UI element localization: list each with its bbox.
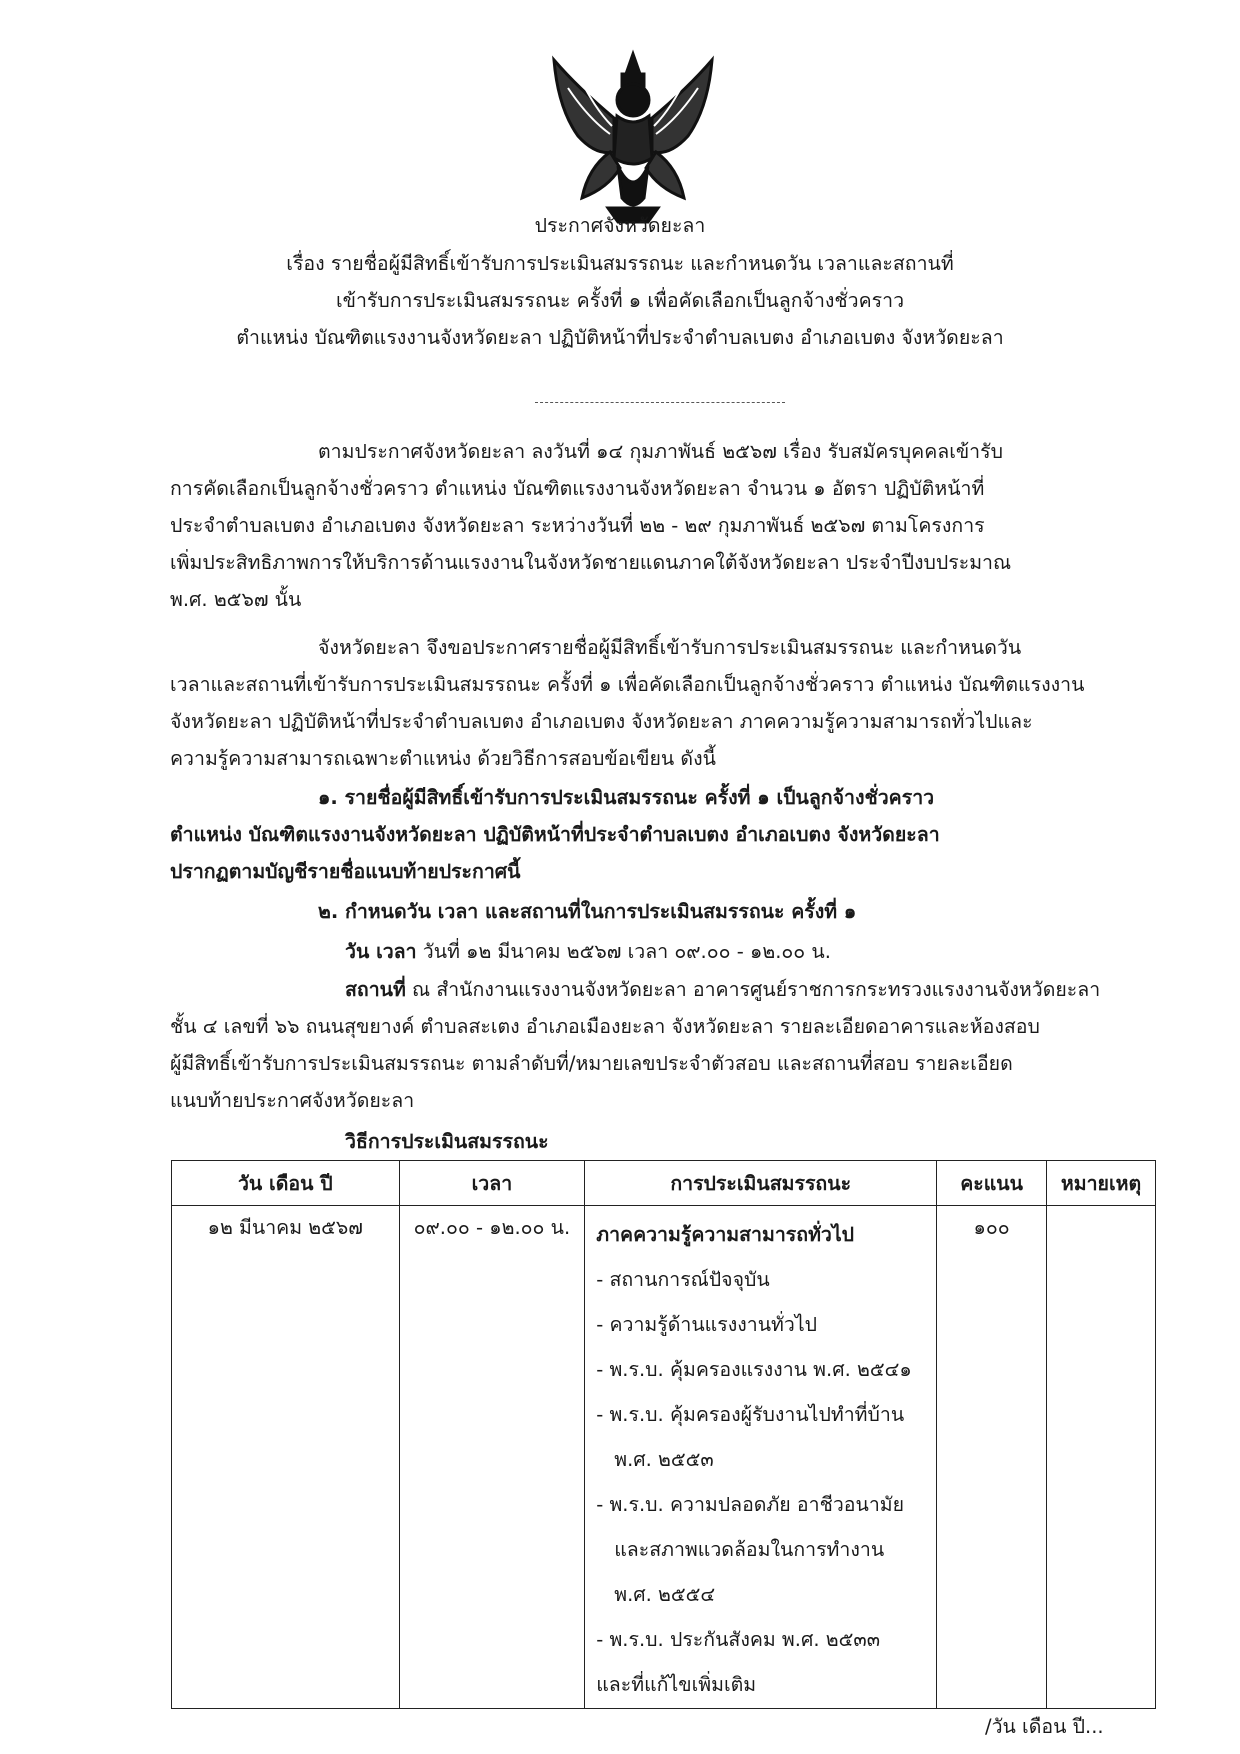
column-header-time: เวลา <box>399 1161 585 1206</box>
assessment-item: - พ.ร.บ. คุ้มครองแรงงาน พ.ศ. ๒๕๔๑ <box>596 1358 912 1381</box>
assessment-heading: ภาคความรู้ความสามารถทั่วไป <box>596 1223 855 1246</box>
column-header-score: คะแนน <box>937 1161 1047 1206</box>
assessment-item: - พ.ร.บ. ความปลอดภัย อาชีวอนามัย <box>596 1493 905 1516</box>
section-1-line: ปรากฏตามบัญชีรายชื่อแนบท้ายประกาศนี้ <box>170 860 521 883</box>
paragraph-line: เพิ่มประสิทธิภาพการให้บริการด้านแรงงานในจังหวัดชายแดนภาคใต้จังหวัดยะลา ประจำปีงบประมาณ <box>170 551 1012 574</box>
datetime-line <box>345 938 831 966</box>
paragraph-line: พ.ศ. ๒๕๖๗ นั้น <box>170 588 302 611</box>
table-caption: วิธีการประเมินสมรรถนะ <box>345 1130 549 1153</box>
table-header-row <box>172 1161 1156 1206</box>
date-cell: ๑๒ มีนาคม ๒๕๖๗ <box>172 1206 400 1709</box>
table-row <box>172 1206 1156 1709</box>
evaluation-table <box>171 1160 1156 1709</box>
paragraph-line: จังหวัดยะลา จึงขอประกาศรายชื่อผู้มีสิทธิ์เข้ารับการประเมินสมรรถนะ และกำหนดวัน <box>318 636 1022 659</box>
place-label: สถานที่ <box>345 978 406 1001</box>
datetime-value: วันที่ ๑๒ มีนาคม ๒๕๖๗ เวลา ๐๙.๐๐ - ๑๒.๐๐ น. <box>416 940 831 963</box>
assessment-item-continuation: และสภาพแวดล้อมในการทำงาน <box>614 1538 885 1561</box>
time-cell: ๐๙.๐๐ - ๑๒.๐๐ น. <box>399 1206 585 1709</box>
place-line <box>345 976 1100 1004</box>
paragraph-line: ตามประกาศจังหวัดยะลา ลงวันที่ ๑๔ กุมภาพันธ์ ๒๕๖๗ เรื่อง รับสมัครบุคคลเข้ารับ <box>318 440 1003 463</box>
subject-line: ตำแหน่ง บัณฑิตแรงงานจังหวัดยะลา ปฏิบัติหน้าที่ประจำตำบลเบตง อำเภอเบตง จังหวัดยะลา <box>236 326 1004 349</box>
assessment-cell <box>585 1206 937 1709</box>
datetime-label: วัน เวลา <box>345 940 417 963</box>
column-header-date: วัน เดือน ปี <box>172 1161 400 1206</box>
note-cell <box>1047 1206 1156 1709</box>
announcement-title: ประกาศจังหวัดยะลา <box>534 214 706 237</box>
assessment-item: - สถานการณ์ปัจจุบัน <box>596 1268 770 1291</box>
section-2-heading: ๒. กำหนดวัน เวลา และสถานที่ในการประเมินสมรรถนะ ครั้งที่ ๑ <box>318 900 857 923</box>
score-cell: ๑๐๐ <box>937 1206 1047 1709</box>
paragraph-line: เวลาและสถานที่เข้ารับการประเมินสมรรถนะ ครั้งที่ ๑ เพื่อคัดเลือกเป็นลูกจ้างชั่วคราว ตำแหน่ง บัณฑิตแรงงาน <box>170 673 1085 696</box>
place-detail-line: แนบท้ายประกาศจังหวัดยะลา <box>170 1089 415 1112</box>
continuation-marker: /วัน เดือน ปี... <box>985 1715 1104 1738</box>
place-detail-line: ชั้น ๔ เลขที่ ๖๖ ถนนสุขยางค์ ตำบลสะเตง อำเภอเมืองยะลา จังหวัดยะลา รายละเอียดอาคารและห้องสอบ <box>170 1015 1040 1038</box>
column-header-note: หมายเหตุ <box>1047 1161 1156 1206</box>
subject-line: เรื่อง รายชื่อผู้มีสิทธิ์เข้ารับการประเมินสมรรถนะ และกำหนดวัน เวลาและสถานที่ <box>286 252 954 275</box>
assessment-item-continuation: พ.ศ. ๒๕๕๓ <box>614 1448 714 1471</box>
title-separator <box>535 402 785 403</box>
garuda-emblem <box>548 48 718 228</box>
column-header-assessment: การประเมินสมรรถนะ <box>585 1161 937 1206</box>
section-1-heading: ๑. รายชื่อผู้มีสิทธิ์เข้ารับการประเมินสมรรถนะ ครั้งที่ ๑ เป็นลูกจ้างชั่วคราว <box>318 786 935 809</box>
subject-line: เข้ารับการประเมินสมรรถนะ ครั้งที่ ๑ เพื่อคัดเลือกเป็นลูกจ้างชั่วคราว <box>335 289 905 312</box>
assessment-item: - ความรู้ด้านแรงงานทั่วไป <box>596 1313 818 1336</box>
paragraph-line: ความรู้ความสามารถเฉพาะตำแหน่ง ด้วยวิธีการสอบข้อเขียน ดังนี้ <box>170 747 716 770</box>
paragraph-line: การคัดเลือกเป็นลูกจ้างชั่วคราว ตำแหน่ง บัณฑิตแรงงานจังหวัดยะลา จำนวน ๑ อัตรา ปฏิบัติหน้าที่ <box>170 477 985 500</box>
paragraph-line: จังหวัดยะลา ปฏิบัติหน้าที่ประจำตำบลเบตง อำเภอเบตง จังหวัดยะลา ภาคความรู้ความสามารถทั่วไปและ <box>170 710 1033 733</box>
paragraph-line: ประจำตำบลเบตง อำเภอเบตง จังหวัดยะลา ระหว่างวันที่ ๒๒ - ๒๙ กุมภาพันธ์ ๒๕๖๗ ตามโครงการ <box>170 514 985 537</box>
place-value: ณ สำนักงานแรงงานจังหวัดยะลา อาคารศูนย์ราชการกระทรวงแรงงานจังหวัดยะลา <box>405 978 1101 1001</box>
assessment-item: - พ.ร.บ. คุ้มครองผู้รับงานไปทำที่บ้าน <box>596 1403 905 1426</box>
place-detail-line: ผู้มีสิทธิ์เข้ารับการประเมินสมรรถนะ ตามลำดับที่/หมายเลขประจำตัวสอบ และสถานที่สอบ รายละเอียด <box>170 1052 1013 1075</box>
assessment-item: และที่แก้ไขเพิ่มเติม <box>596 1673 757 1696</box>
assessment-item: - พ.ร.บ. ประกันสังคม พ.ศ. ๒๕๓๓ <box>596 1628 881 1651</box>
assessment-item-continuation: พ.ศ. ๒๕๕๔ <box>614 1583 716 1606</box>
section-1-line: ตำแหน่ง บัณฑิตแรงงานจังหวัดยะลา ปฏิบัติหน้าที่ประจำตำบลเบตง อำเภอเบตง จังหวัดยะลา <box>170 823 940 846</box>
